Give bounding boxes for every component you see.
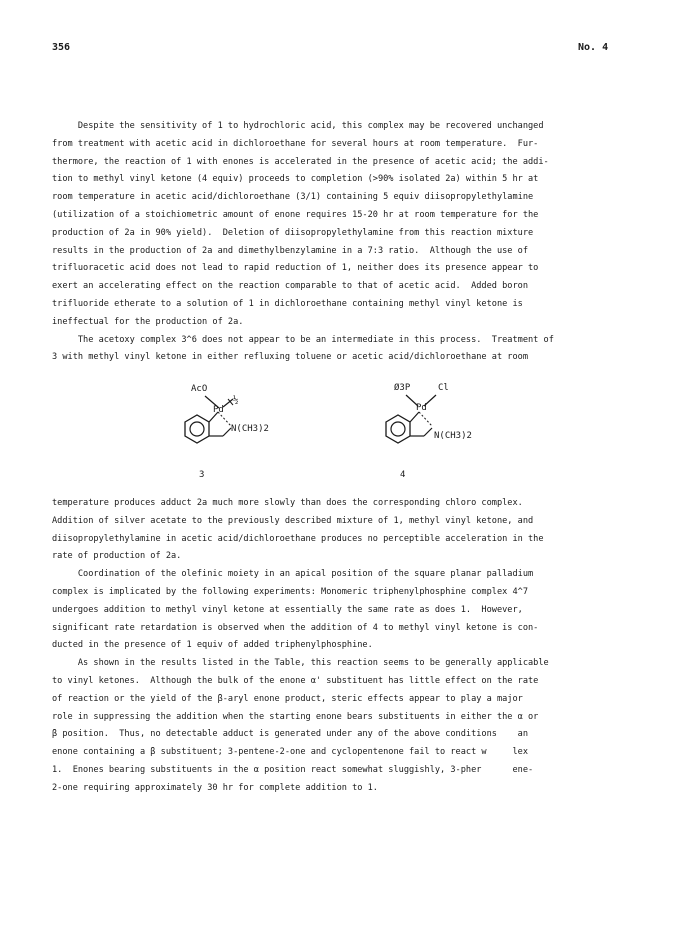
text-line: from treatment with acetic acid in dichloroethane for several hours at room temperature. Fur-	[52, 138, 539, 149]
text-line: trifluoracetic acid does not lead to rapid reduction of 1, neither does its presence appear to	[52, 263, 539, 274]
text-line: exert an accelerating effect on the reaction comparable to that of acetic acid. Added boron	[52, 281, 528, 292]
text-line: 1. Enones bearing substituents in the α position react somewhat sluggishly, 3-pher ene-	[52, 764, 534, 775]
phosphine-label: Ø3P	[394, 383, 411, 393]
page-number: 356	[52, 42, 71, 53]
text-line: production of 2a in 90% yield). Deletion of diisopropylethylamine from this reaction mixture	[52, 227, 534, 238]
text-line: 2-one requiring approximately 30 hr for complete addition to 1.	[52, 782, 378, 793]
text-line: undergoes addition to methyl vinyl ketone at essentially the same rate as does 1. However,	[52, 604, 523, 615]
structure-4-drawing	[380, 388, 530, 468]
text-line: tion to methyl vinyl ketone (4 equiv) proceeds to completion (>90% isolated 2a) within 5 hr at	[52, 174, 539, 185]
text-line: β position. Thus, no detectable adduct is generated under any of the above conditions an	[52, 729, 528, 740]
structure-4	[380, 383, 530, 468]
text-line: results in the production of 2a and dimethylbenzylamine in a 7:3 ratio. Although the use of	[52, 245, 528, 256]
text-line: ineffectual for the production of 2a.	[52, 316, 244, 327]
text-line: to vinyl ketones. Although the bulk of the enone α' substituent has little effect on the rate	[52, 675, 539, 686]
compound-label-4: 4	[400, 470, 406, 480]
text-line: Addition of silver acetate to the previously described mixture of 1, methyl vinyl ketone, and	[52, 515, 534, 526]
compound-label-3: 3	[199, 470, 205, 480]
text-line: room temperature in acetic acid/dichloroethane (3/1) containing 5 equiv diisopropylethylamine	[52, 192, 534, 203]
text-line: Coordination of the olefinic moiety in an apical position of the square planar palladium	[52, 569, 534, 580]
text-line: thermore, the reaction of 1 with enones is accelerated in the presence of acetic acid; the addi-	[52, 156, 549, 167]
structure-3	[165, 384, 315, 468]
text-line: (utilization of a stoichiometric amount of enone requires 15-20 hr at room temperature for the	[52, 209, 539, 220]
amine-label: N(CH3)2	[231, 424, 269, 434]
text-line: significant rate retardation is observed when the addition of 4 to methyl vinyl ketone is con-	[52, 622, 539, 633]
issue-number: No. 4	[578, 42, 609, 53]
text-line: diisopropylethylamine in acetic acid/dichloroethane produces no perceptible acceleration in the	[52, 533, 544, 544]
text-line: The acetoxy complex 3^6 does not appear to be an intermediate in this process. Treatment of	[52, 334, 554, 345]
text-line: ducted in the presence of 1 equiv of added triphenylphosphine.	[52, 640, 373, 651]
paragraph-block-2	[52, 495, 634, 798]
text-line: of reaction or the yield of the β-aryl enone product, steric effects appear to play a major	[52, 693, 523, 704]
palladium-label: Pd	[416, 403, 427, 413]
text-line: rate of production of 2a.	[52, 551, 182, 562]
chloro-label: Cl	[438, 383, 449, 393]
palladium-label: Pd	[213, 405, 224, 415]
text-line: complex is implicated by the following experiments: Monomeric triphenylphosphine complex 4^7	[52, 586, 528, 597]
text-line: Despite the sensitivity of 1 to hydrochloric acid, this complex may be recovered unchanged	[52, 121, 544, 131]
text-line: 3 with methyl vinyl ketone in either refluxing toluene or acetic acid/dichloroethane at room	[52, 352, 528, 363]
text-line: temperature produces adduct 2a much more slowly than does the corresponding chloro complex.	[52, 498, 523, 508]
text-line: As shown in the results listed in the Table, this reaction seems to be generally applicable	[52, 658, 549, 669]
text-line: enone containing a β substituent; 3-pentene-2-one and cyclopentenone fail to react w lex	[52, 747, 528, 758]
acetoxy-label: AcO	[191, 384, 208, 394]
amine-label: N(CH3)2	[434, 431, 472, 441]
paragraph-block-1	[52, 118, 634, 367]
text-line: role in suppressing the addition when the starting enone bears substituents in either the α or	[52, 711, 539, 722]
half-subscript: ½	[233, 396, 239, 406]
text-line: trifluoride etherate to a solution of 1 in dichloroethane containing methyl vinyl ketone is	[52, 298, 523, 309]
